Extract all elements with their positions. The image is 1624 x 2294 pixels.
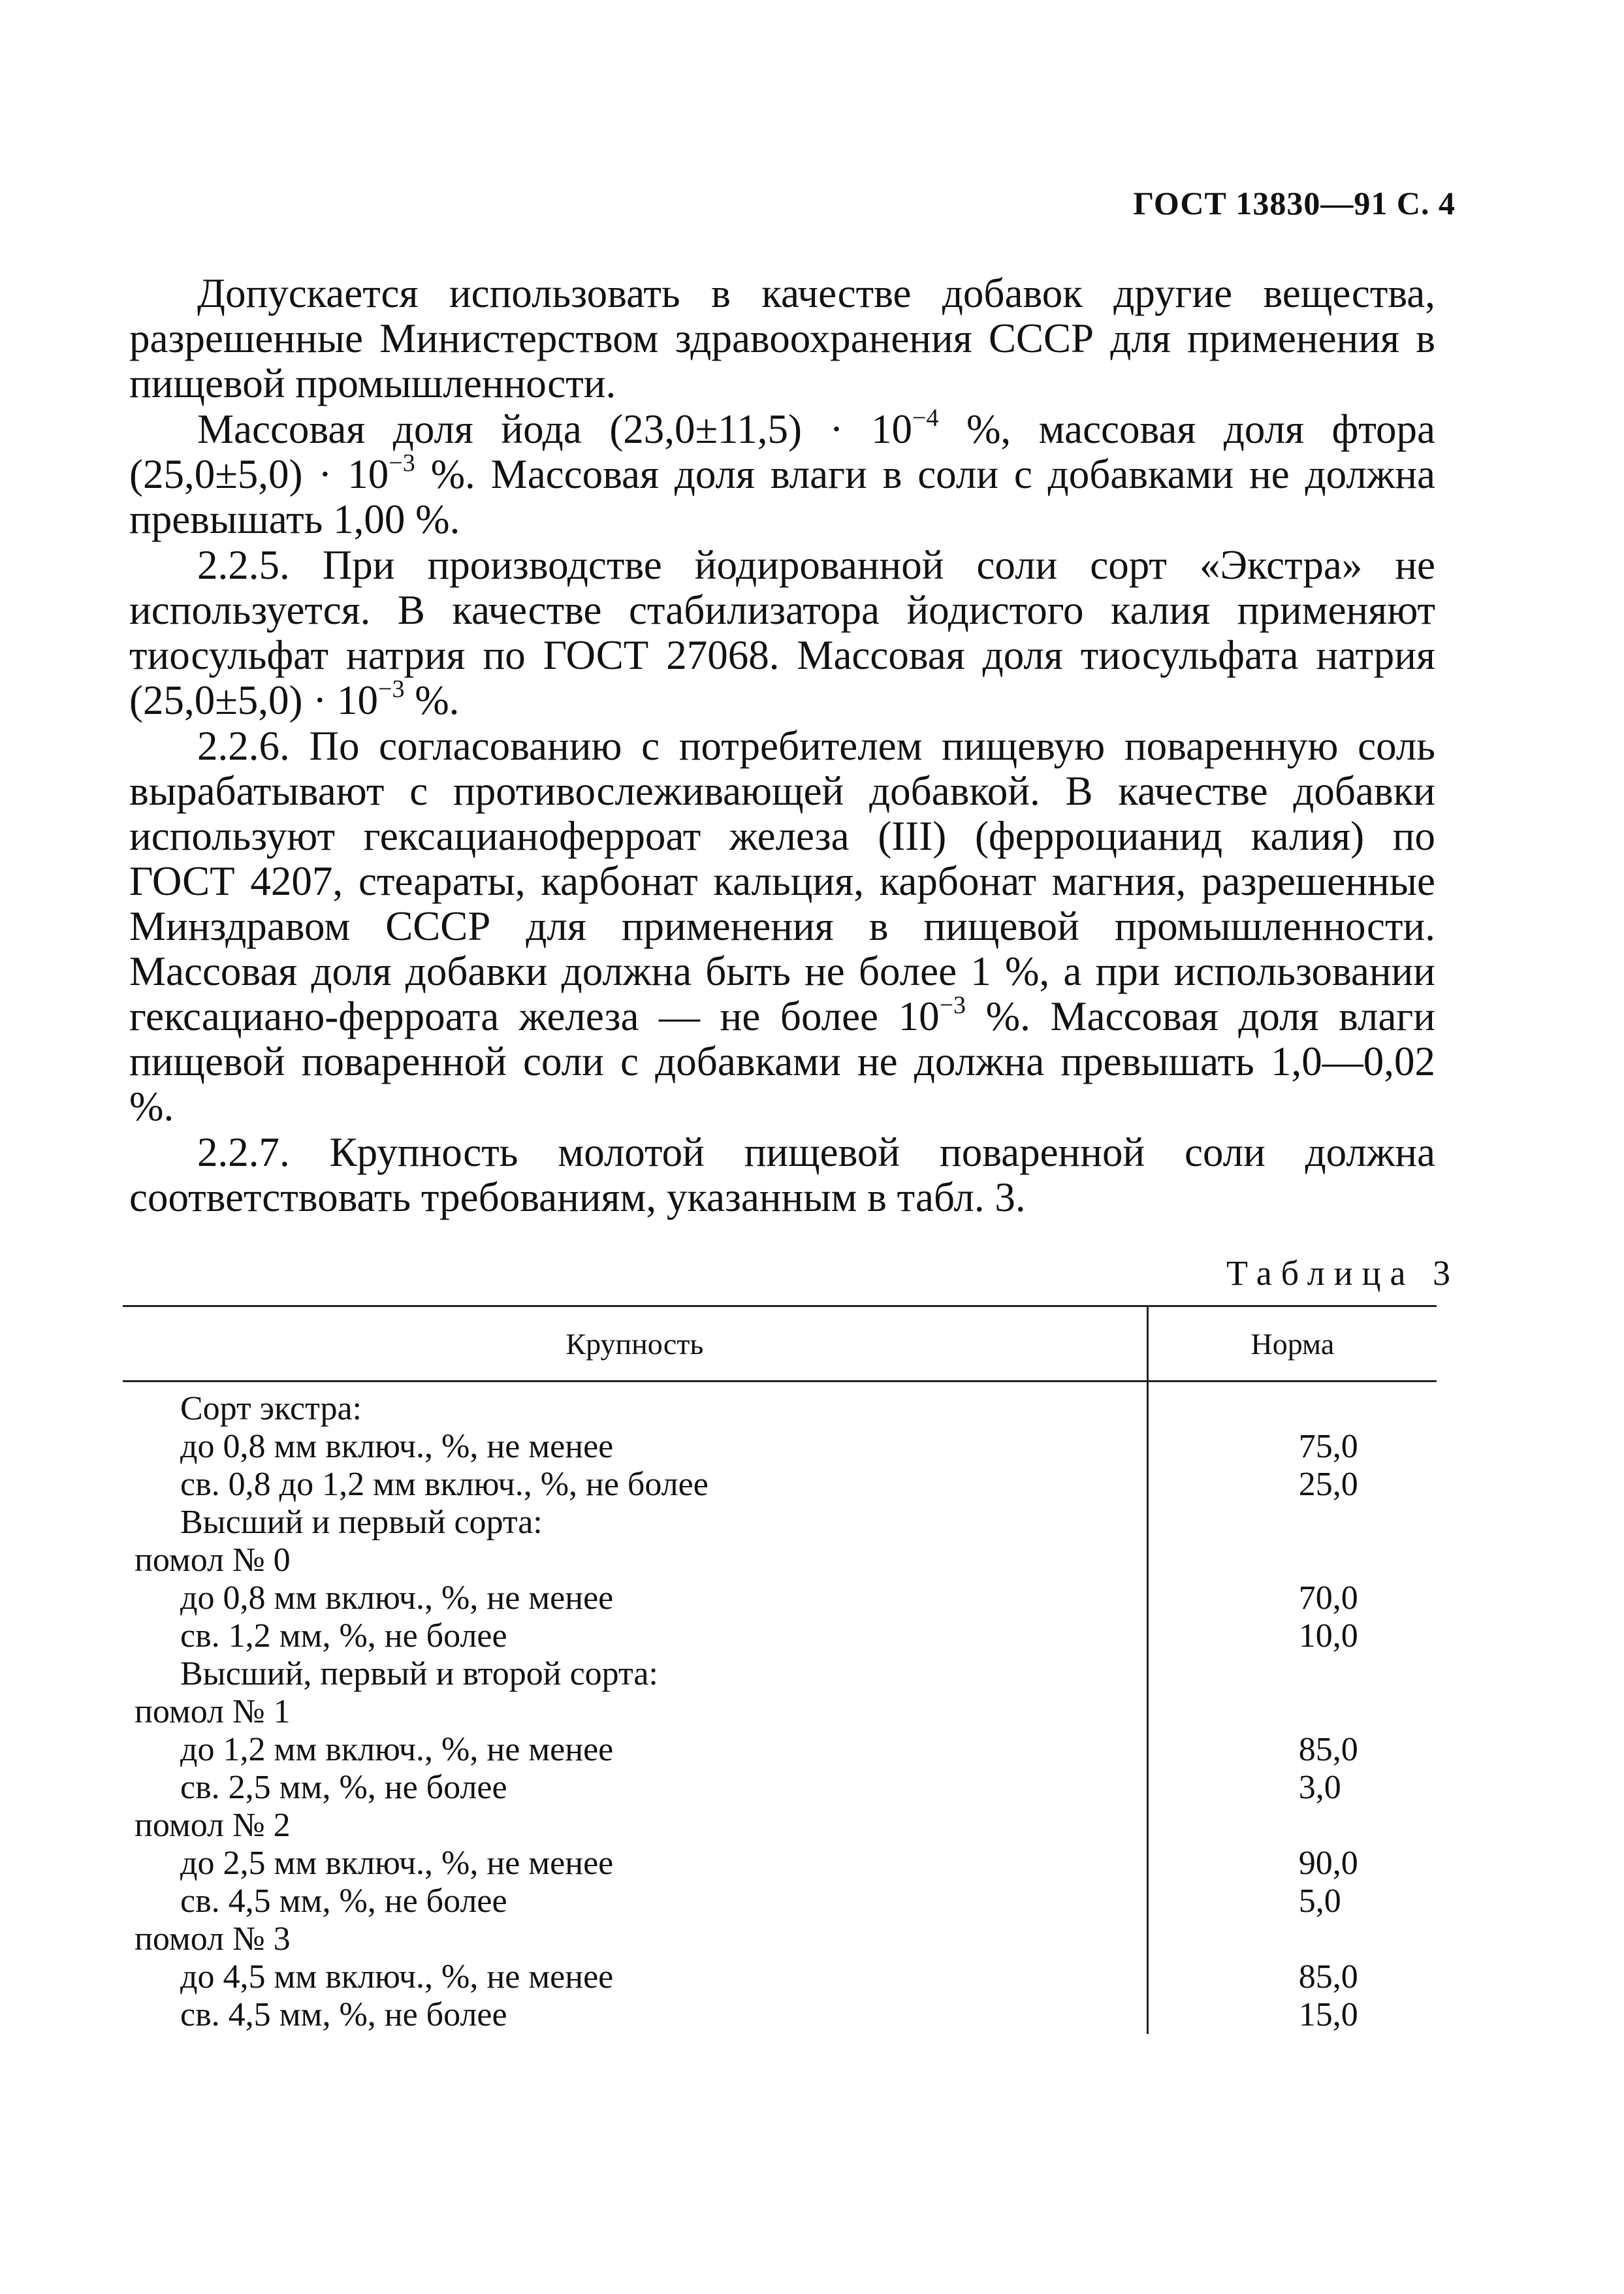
cell-size-label: св. 1,2 мм, %, не более bbox=[123, 1617, 1147, 1655]
table-row bbox=[123, 1731, 1437, 1769]
cell-size-label: до 0,8 мм включ., %, не менее bbox=[123, 1579, 1147, 1617]
paragraph-2-2-6 bbox=[129, 724, 1435, 1129]
table-row bbox=[123, 1958, 1437, 1996]
text-fragment: %, массовая доля фтора (25,0±5,0) · 10 bbox=[129, 406, 1435, 497]
cell-size-label: св. 2,5 мм, %, не более bbox=[123, 1769, 1147, 1807]
table-row bbox=[123, 1655, 1437, 1693]
cell-size-label: Сорт экстра: bbox=[123, 1381, 1147, 1429]
text-fragment: 2.2.5. При производстве йодированной соли сорт «Экстра» не используется. В качестве стабилизатора йодистого калия применяют тиосульфат натрия по ГОСТ 27068. Массовая доля тиосульфата натрия (25,0±5,0) · 10 bbox=[129, 542, 1435, 723]
cell-norm-value: 5,0 bbox=[1298, 1882, 1341, 1920]
cell-norm-value bbox=[1147, 1920, 1437, 1958]
cell-norm-value: 90,0 bbox=[1298, 1845, 1358, 1882]
cell-norm-value: 70,0 bbox=[1298, 1579, 1358, 1617]
table-row bbox=[123, 1428, 1437, 1466]
cell-norm-value bbox=[1147, 1381, 1437, 1429]
table-body bbox=[123, 1381, 1437, 2035]
paragraph-2-2-7: 2.2.7. Крупность молотой пищевой поваренной соли должна соответствовать требованиям, указанным в табл. 3. bbox=[129, 1129, 1435, 1220]
table-3 bbox=[123, 1305, 1437, 2034]
exponent: −3 bbox=[939, 992, 966, 1019]
cell-size-label: Высший и первый сорта: bbox=[123, 1504, 1147, 1542]
cell-size-label: св. 4,5 мм, %, не более bbox=[123, 1882, 1147, 1920]
cell-norm-value: 85,0 bbox=[1298, 1958, 1358, 1995]
exponent: −3 bbox=[378, 675, 405, 703]
cell-norm-value: 85,0 bbox=[1298, 1731, 1358, 1768]
cell-norm-value: 3,0 bbox=[1298, 1769, 1341, 1806]
table-row bbox=[123, 1504, 1437, 1542]
paragraph-2-2-5 bbox=[129, 543, 1435, 723]
text-fragment: %. Массовая доля влаги в соли с добавками не должна превышать 1,00 %. bbox=[129, 451, 1435, 542]
table-row bbox=[123, 1381, 1437, 1429]
cell-size-label: помол № 0 bbox=[123, 1542, 1147, 1579]
cell-norm-value bbox=[1147, 1655, 1437, 1693]
grain-size-table bbox=[123, 1305, 1437, 2034]
text-fragment: %. bbox=[404, 677, 460, 723]
exponent: −3 bbox=[389, 449, 415, 477]
cell-size-label: до 2,5 мм включ., %, не менее bbox=[123, 1845, 1147, 1882]
table-row bbox=[123, 1807, 1437, 1845]
table-row bbox=[123, 1845, 1437, 1882]
table-row bbox=[123, 1693, 1437, 1731]
column-header-norm: Норма bbox=[1147, 1306, 1437, 1381]
text-fragment: 2.2.6. По согласованию с потребителем пищевую поваренную соль вырабатывают с противослеживающей добавкой. В качестве добавки используют гексацианоферроат железа (III) (ферроцианид калия) по ГОСТ 4207, стеараты, карбонат кальция, карбонат магния, разрешенные Минздравом СССР для применения в пищевой промышленности. Массовая доля добавки должна быть не более 1 %, а при использовании гексациано-ферроата железа — не более 10 bbox=[129, 723, 1435, 1039]
cell-norm-value bbox=[1147, 1542, 1437, 1579]
table-row bbox=[123, 1579, 1437, 1617]
table-row bbox=[123, 1769, 1437, 1807]
cell-size-label: помол № 3 bbox=[123, 1920, 1147, 1958]
cell-size-label: св. 4,5 мм, %, не более bbox=[123, 1996, 1147, 2034]
table-row bbox=[123, 1617, 1437, 1655]
cell-size-label: св. 0,8 до 1,2 мм включ., %, не более bbox=[123, 1466, 1147, 1504]
column-header-size: Крупность bbox=[123, 1306, 1147, 1381]
table-row bbox=[123, 1466, 1437, 1504]
table-row bbox=[123, 1882, 1437, 1920]
cell-size-label: до 1,2 мм включ., %, не менее bbox=[123, 1731, 1147, 1769]
cell-size-label: Высший, первый и второй сорта: bbox=[123, 1655, 1147, 1693]
text-fragment: Массовая доля йода (23,0±11,5) · 10 bbox=[197, 406, 913, 452]
cell-norm-value: 15,0 bbox=[1298, 1996, 1358, 2033]
table-header-row bbox=[123, 1306, 1437, 1381]
table-row bbox=[123, 1542, 1437, 1579]
cell-norm-value bbox=[1147, 1693, 1437, 1731]
paragraph-additives: Допускается использовать в качестве добавок другие вещества, разрешенные Министерством здравоохранения СССР для применения в пищевой промышленности. bbox=[129, 270, 1435, 406]
page-header: ГОСТ 13830—91 С. 4 bbox=[1133, 185, 1456, 221]
text-fragment: %. Массовая доля влаги пищевой поваренной соли с добавками не должна превышать 1,0—0,02 %. bbox=[129, 994, 1435, 1129]
cell-norm-value: 25,0 bbox=[1298, 1466, 1358, 1503]
cell-size-label: до 0,8 мм включ., %, не менее bbox=[123, 1428, 1147, 1466]
cell-norm-value: 10,0 bbox=[1298, 1617, 1358, 1655]
table-caption: Таблица 3 bbox=[1226, 1253, 1459, 1293]
cell-size-label: помол № 1 bbox=[123, 1693, 1147, 1731]
exponent: −4 bbox=[912, 404, 939, 432]
table-row bbox=[123, 1920, 1437, 1958]
document-body bbox=[129, 271, 1435, 1221]
cell-size-label: до 4,5 мм включ., %, не менее bbox=[123, 1958, 1147, 1996]
cell-size-label: помол № 2 bbox=[123, 1807, 1147, 1845]
cell-norm-value: 75,0 bbox=[1298, 1428, 1358, 1465]
paragraph-iodine-fluorine bbox=[129, 404, 1435, 542]
cell-norm-value bbox=[1147, 1807, 1437, 1845]
cell-norm-value bbox=[1147, 1504, 1437, 1542]
table-row bbox=[123, 1996, 1437, 2034]
